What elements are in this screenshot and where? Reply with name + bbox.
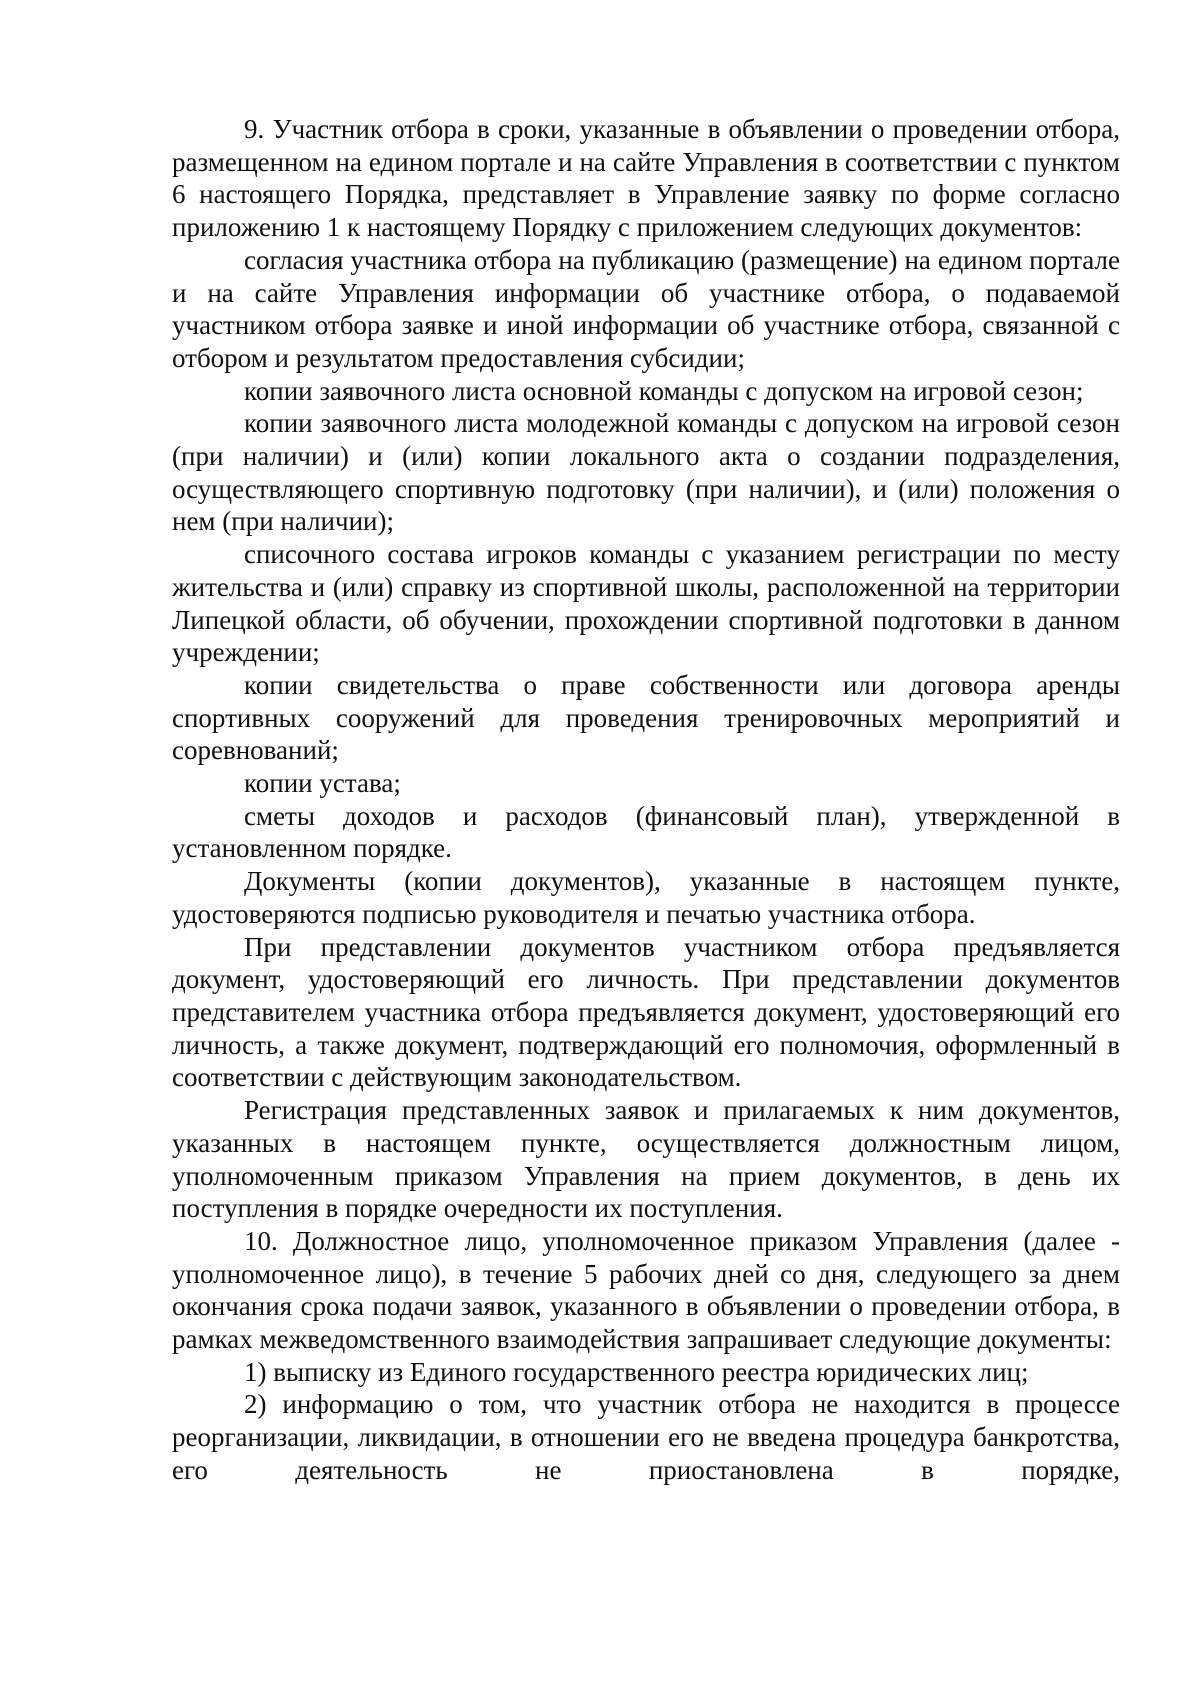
list-item-registry-extract: 1) выписку из Единого государственного реестра юридических лиц; [244, 1356, 1029, 1387]
paragraph-certification: Документы (копии документов), указанные в настоящем пункте, удостоверяются подписью руководителя и печатью участника отбора. [172, 866, 1120, 929]
document-page [172, 113, 1120, 1487]
paragraph-identity: При представлении документов участником отбора предъявляется документ, удостоверяющий его личность. При представлении документов представителем участника отбора предъявляется документ, удостоверяющий его личность, а также документ, подтверждающий его полномочия, оформленный в соответствии с действующим законодательством. [172, 931, 1120, 1093]
paragraph-registration: Регистрация представленных заявок и прилагаемых к ним документов, указанных в настоящем пункте, осуществляется должностным лицом, уполномоченным приказом Управления на прием документов, в день их поступления в порядке очередности их поступления. [172, 1095, 1120, 1224]
paragraph-item-9: 9. Участник отбора в сроки, указанные в объявлении о проведении отбора, размещенном на едином портале и на сайте Управления в соответствии с пунктом 6 настоящего Порядка, представляет в Управление заявку по форме согласно приложению 1 к настоящему Порядку с приложением следующих документов: [172, 114, 1120, 243]
list-item-consent: согласия участника отбора на публикацию (размещение) на едином портале и на сайте Управления информации об участнике отбора, о подаваемой участником отбора заявке и иной информации об участнике отбора, связанной с отбором и результатом предоставления субсидии; [172, 244, 1120, 373]
list-item-players-roster: списочного состава игроков команды с указанием регистрации по месту жительства и (или) справку из спортивной школы, расположенной на территории Липецкой области, об обучении, прохождении спортивной подготовки в данном учреждении; [172, 539, 1120, 668]
paragraph-item-10: 10. Должностное лицо, уполномоченное приказом Управления (далее - уполномоченное лицо), в течение 5 рабочих дней со дня, следующего за днем окончания срока подачи заявок, указанного в объявлении о проведении отбора, в рамках межведомственного взаимодействия запрашивает следующие документы: [172, 1225, 1120, 1355]
list-item-youth-team-sheet: копии заявочного листа молодежной команды с допуском на игровой сезон (при наличии) и (или) копии локального акта о создании подразделения, осуществляющего спортивную подготовку (при наличии), и (или) положения о нем (при наличии); [172, 408, 1120, 537]
list-item-property-certificate: копии свидетельства о праве собственности или договора аренды спортивных сооружений для проведения тренировочных мероприятий и соревнований; [172, 669, 1120, 766]
list-item-reorganization-info: 2) информацию о том, что участник отбора не находится в процессе реорганизации, ликвидации, в отношении его не введена процедура банкротства, его деятельность не приостановлена в порядке, [172, 1389, 1120, 1485]
list-item-main-team-sheet: копии заявочного листа основной команды с допуском на игровой сезон; [244, 375, 1084, 406]
list-item-budget: сметы доходов и расходов (финансовый план), утвержденной в установленном порядке. [172, 800, 1120, 864]
list-item-charter: копии устава; [244, 768, 401, 799]
